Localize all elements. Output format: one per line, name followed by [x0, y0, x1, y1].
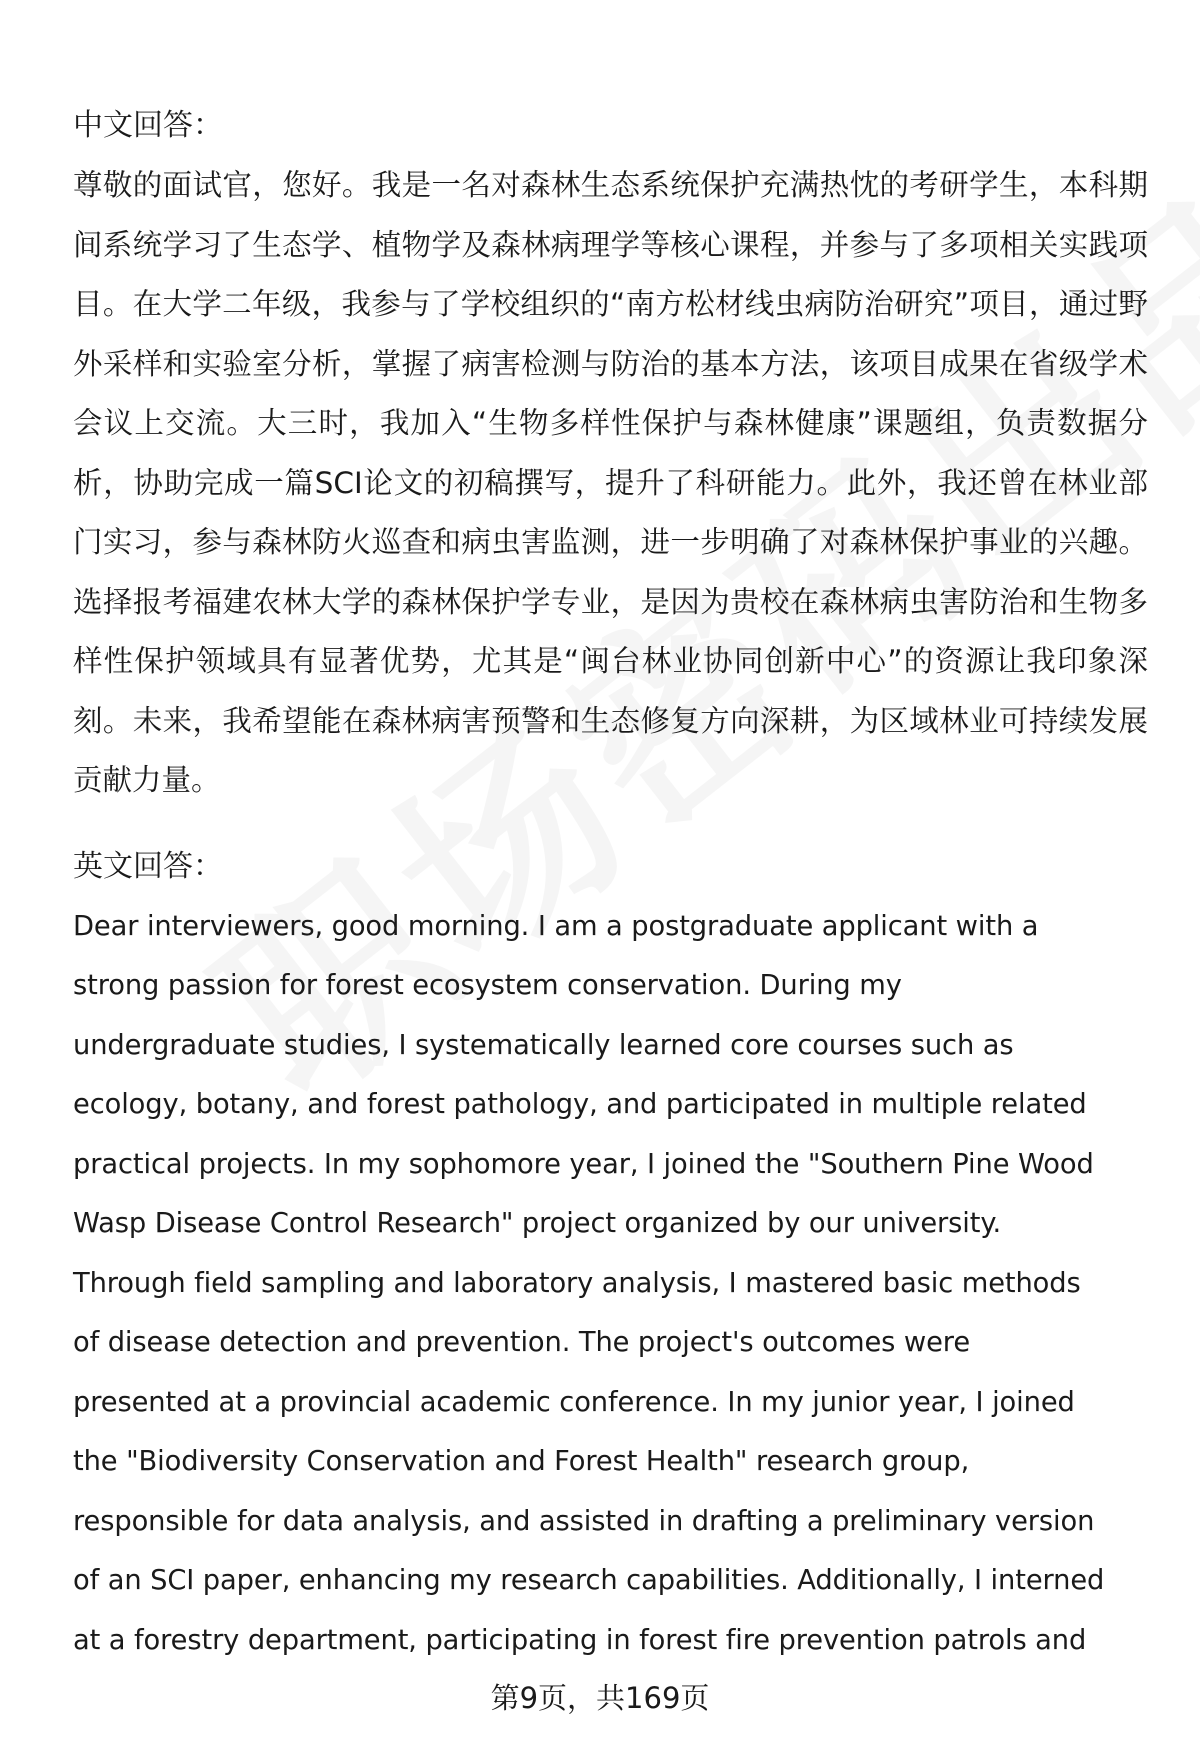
english-answer-label: 英文回答： — [73, 848, 223, 884]
english-answer-line: responsible for data analysis, and assisted in drafting a preliminary version — [73, 1505, 1095, 1537]
page-content — [73, 96, 1148, 1670]
english-answer-line: of an SCI paper, enhancing my research capabilities. Additionally, I interned — [73, 1565, 1105, 1596]
chinese-answer-label: 中文回答： — [73, 108, 223, 143]
english-answer-line: practical projects. In my sophomore year, I joined the "Southern Pine Wood — [73, 1148, 1094, 1180]
english-answer-line: undergraduate studies, I systematically learned core courses such as — [73, 1029, 1014, 1061]
chinese-answer-text: 尊敬的面试官，您好。我是一名对森林生态系统保护充满热忱的考研学生，本科期间系统学习了生态学、植物学及森林病理学等核心课程，并参与了多项相关实践项目。在大学二年级，我参与了学校组织的“南方松材线虫病防治研究”项目，通过野外采样和实验室分析，掌握了病害检测与防治的基本方法，该项目成果在省级学术会议上交流。大三时，我加入“生物多样性保护与森林健康”课题组，负责数据分析，协助完成一篇SCI论文的初稿撰写，提升了科研能力。此外，我还曾在林业部门实习，参与森林防火巡查和病虫害监测，进一步明确了对森林保护事业的兴趣。选择报考福建农林大学的森林保护学专业，是因为贵校在森林病虫害防治和生物多样性保护领域具有显著优势，尤其是“闽台林业协同创新中心”的资源让我印象深刻。未来，我希望能在森林病害预警和生态修复方向深耕，为区域林业可持续发展贡献力量。 — [73, 168, 1148, 797]
english-answer-text — [73, 897, 1148, 1671]
english-answer-line: ecology, botany, and forest pathology, and participated in multiple related — [73, 1089, 1087, 1120]
english-answer-line: at a forestry department, participating in forest fire prevention patrols and — [73, 1624, 1087, 1656]
section-spacer — [73, 811, 1148, 837]
english-answer-line: the "Biodiversity Conservation and Forest Health" research group, — [73, 1446, 970, 1477]
english-answer-line: Wasp Disease Control Research" project organized by our university. — [73, 1208, 1002, 1239]
english-answer-line: Dear interviewers, good morning. I am a postgraduate applicant with a — [73, 910, 1039, 942]
chinese-answer-section — [73, 96, 1148, 811]
english-answer-line: strong passion for forest ecosystem conservation. During my — [73, 970, 902, 1001]
page-number-footer: 第9页，共169页 — [490, 1681, 710, 1715]
english-answer-line: of disease detection and prevention. The project's outcomes were — [73, 1327, 971, 1358]
english-answer-line: Through field sampling and laboratory analysis, I mastered basic methods — [73, 1267, 1081, 1299]
english-answer-line: presented at a provincial academic conference. In my junior year, I joined — [73, 1386, 1075, 1418]
english-answer-section — [73, 837, 1148, 1671]
